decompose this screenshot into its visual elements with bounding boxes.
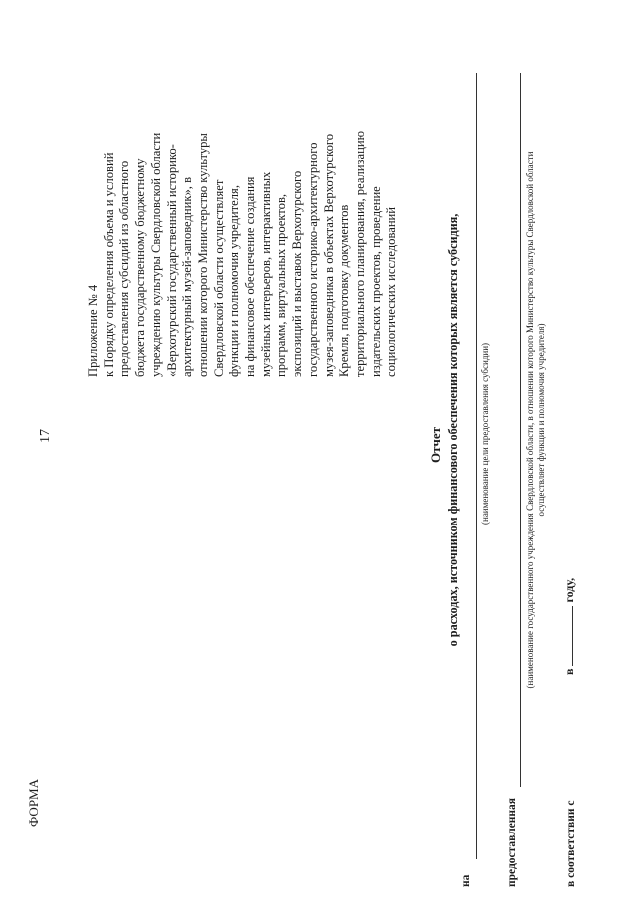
appendix-line: Свердловской области осуществляет	[211, 179, 226, 377]
report-title: Отчет	[428, 427, 443, 463]
appendix-line: музейных интерьеров, интерактивных	[258, 171, 273, 377]
appendix-line: архитектурный музей-заповедник», в	[180, 176, 195, 377]
appendix-line: социологических исследований	[384, 206, 399, 377]
appendix-line: «Верхотурский государственный историко-	[164, 144, 179, 377]
appendix-line: государственного историко-архитектурного	[305, 142, 320, 377]
appendix-line: программ, виртуальных проектов,	[274, 193, 289, 377]
appendix-line: территориального планирования, реализацию	[352, 130, 367, 377]
institution-hint-line: осуществляет функции и полномочия учредителя)	[535, 323, 546, 517]
form-label: ФОРМА	[26, 779, 41, 827]
provided-label: предоставленная	[506, 797, 518, 887]
appendix-line: учреждению культуры Свердловской области	[148, 132, 163, 377]
appendix-line: Приложение № 4	[86, 284, 100, 377]
appendix-line: издательских проектов, проведение	[368, 186, 383, 377]
purpose-hint: (наименование цели предоставления субсидии)	[480, 342, 490, 525]
appendix-line: отношении которого Министерство культуры	[195, 133, 210, 377]
purpose-label: на	[460, 874, 472, 887]
year-prefix: в	[562, 668, 576, 675]
appendix-line: музея-заповедника в объектах Верхотурского	[321, 133, 336, 377]
institution-field-line[interactable]	[520, 73, 521, 787]
year-field-line[interactable]	[572, 606, 573, 666]
page-number: 17	[38, 429, 53, 443]
institution-hint	[525, 110, 546, 730]
accordance-label: в соответствии с	[565, 800, 577, 887]
appendix-block	[86, 42, 400, 377]
appendix-line: предоставления субсидий из областного	[117, 160, 132, 377]
appendix-line: бюджета государственному бюджетному	[133, 158, 148, 377]
purpose-field-line[interactable]	[476, 73, 477, 859]
year-row	[562, 578, 577, 675]
appendix-line: к Порядку определения объема и условий	[101, 152, 116, 377]
appendix-line: функции и полномочия учредителя,	[227, 185, 242, 377]
report-subtitle: о расходах, источником финансового обеспечения которых является субсидия,	[446, 213, 460, 647]
appendix-line: на финансовое обеспечение создания	[243, 176, 258, 377]
institution-hint-line: (наименование государственного учреждения Свердловской области, в отношении которого Министерство культуры Свердловской области	[525, 151, 535, 689]
purpose-row	[460, 859, 472, 887]
year-suffix: году,	[562, 577, 576, 603]
appendix-line: экспозиций и выставок Верхотурского	[290, 170, 305, 377]
appendix-line: Кремля, подготовку документов	[337, 204, 352, 377]
